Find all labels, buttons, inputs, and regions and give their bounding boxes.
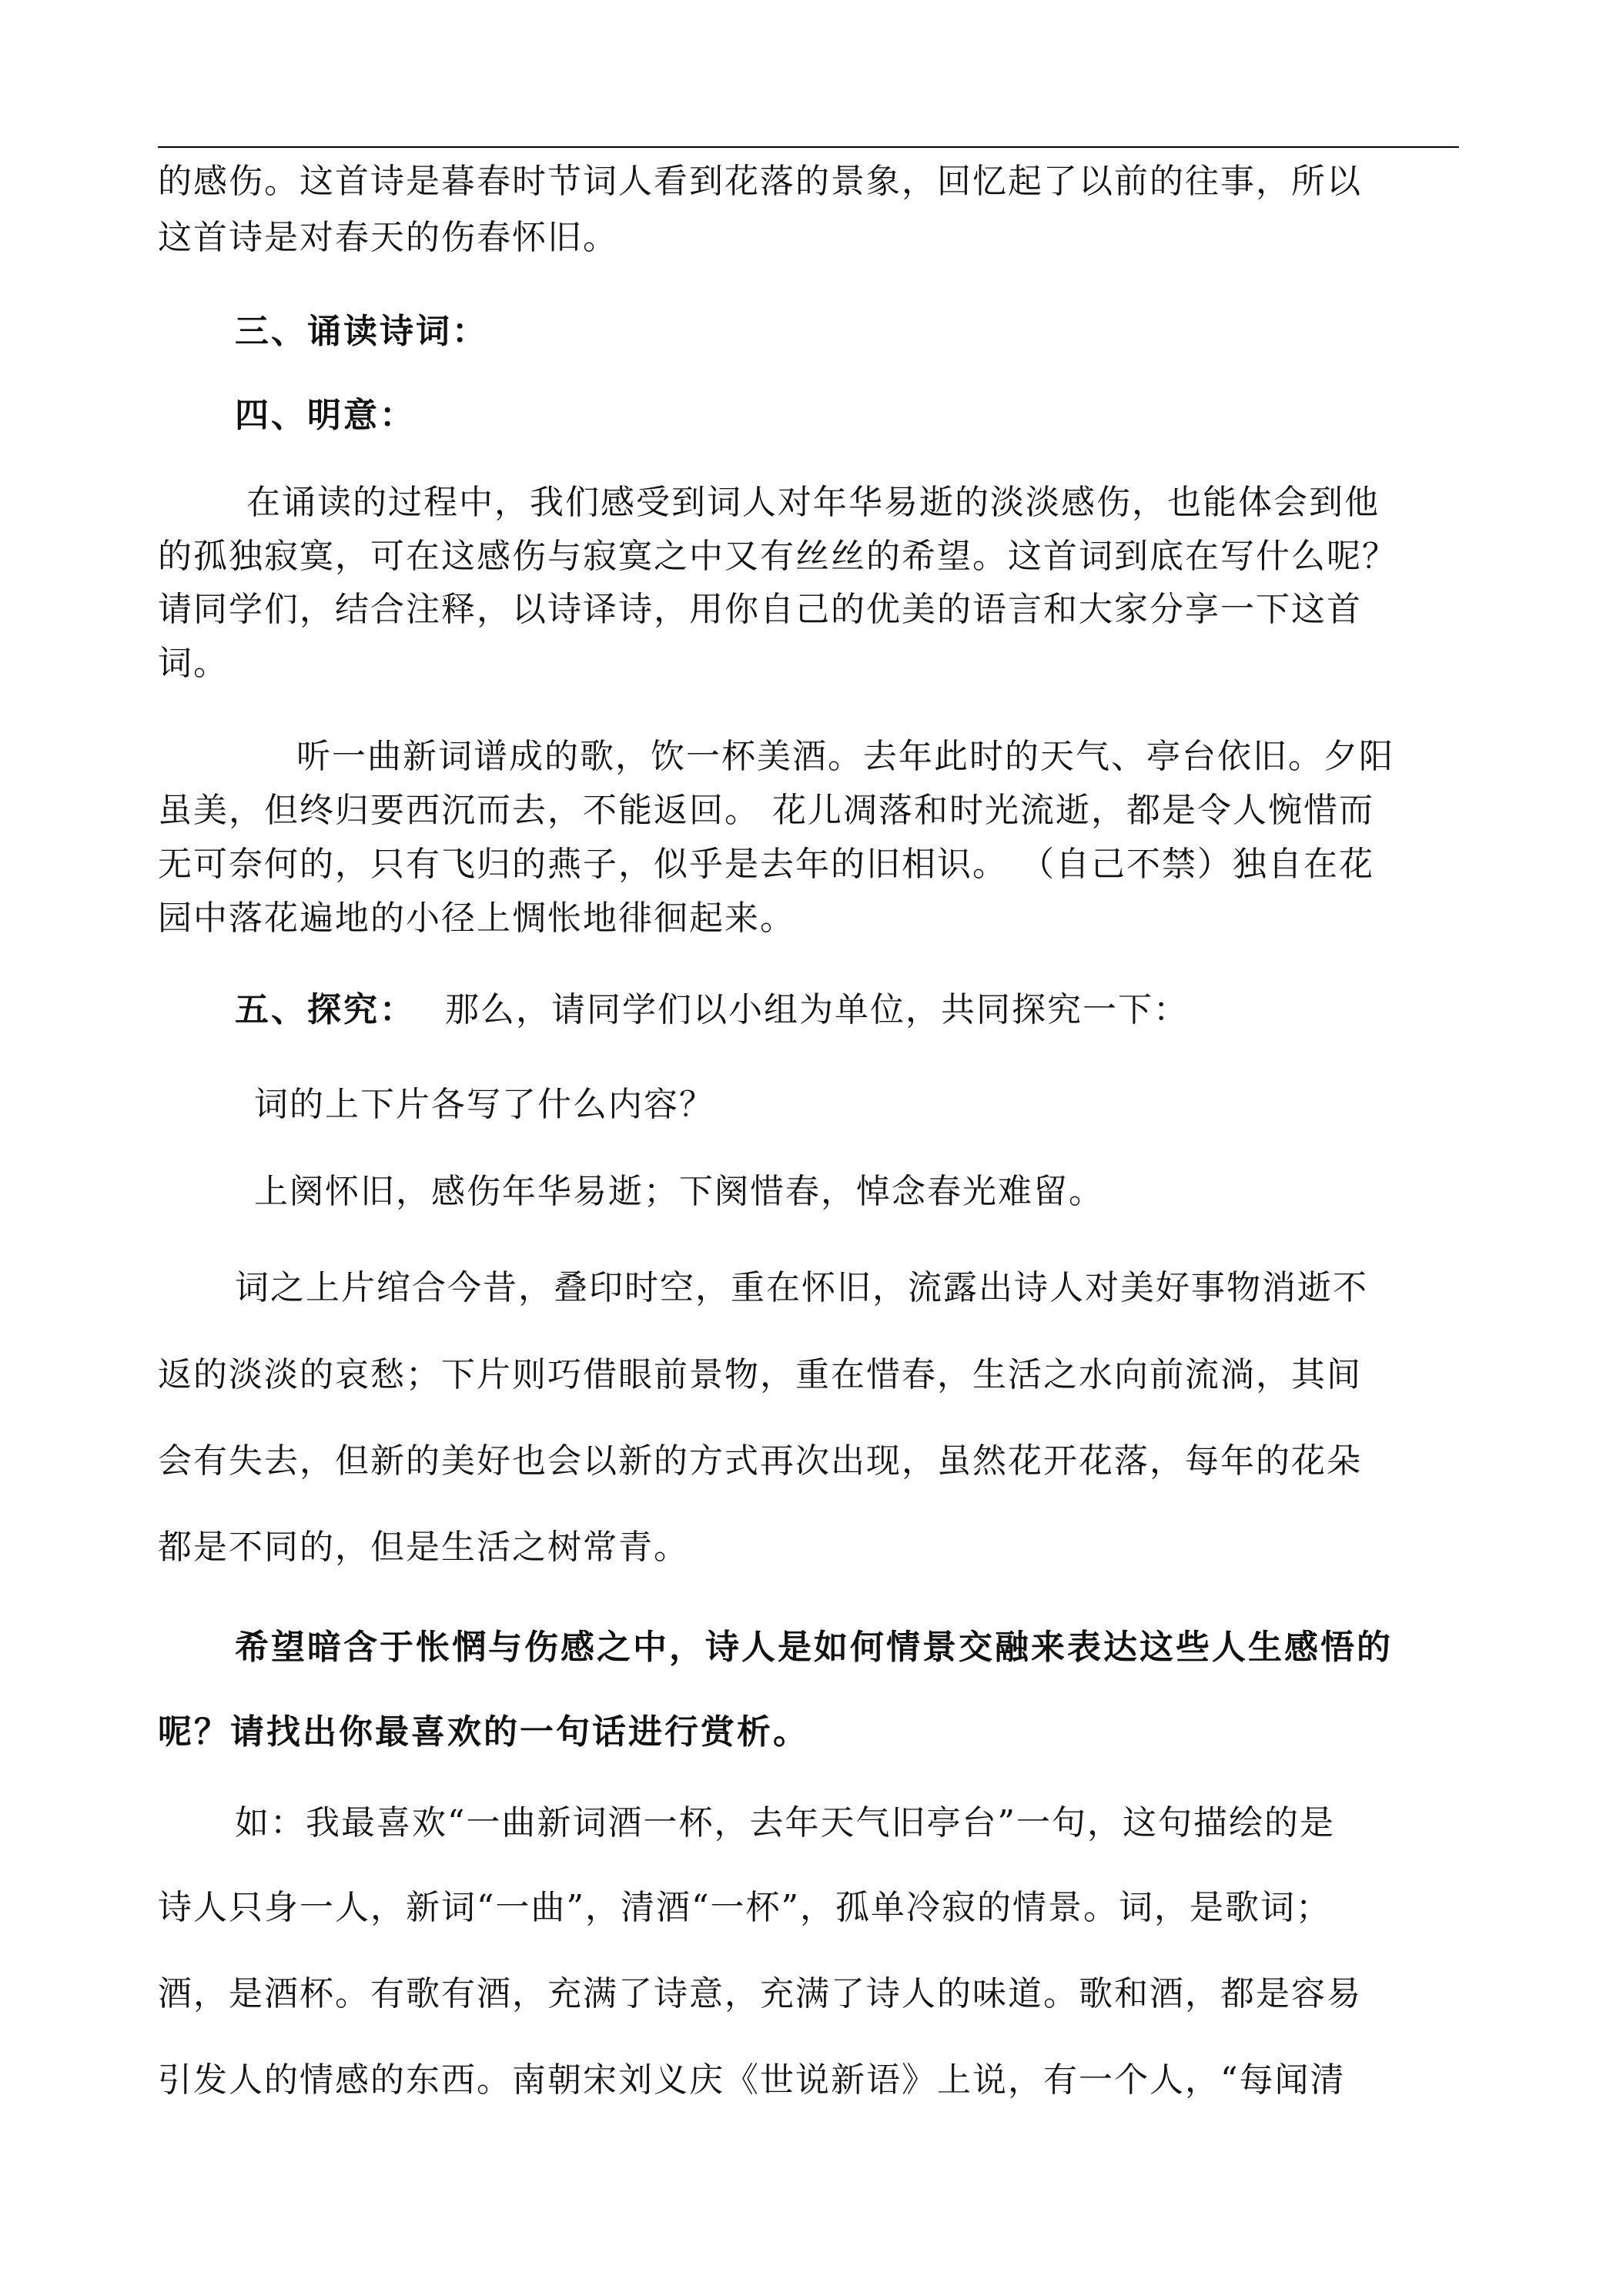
paragraph-line: 词。 <box>158 644 229 683</box>
paragraph-line: 的感伤。这首诗是暮春时节词人看到花落的景象，回忆起了以前的往事，所以 <box>158 162 1362 201</box>
paragraph-line: 都是不同的，但是生活之树常青。 <box>158 1528 689 1567</box>
paragraph-line: 虽美，但终归要西沉而去，不能返回。 花儿凋落和时光流逝，都是令人惋惜而 <box>158 791 1374 830</box>
paragraph-line: 诗人只身一人，新词“一曲”，清酒“一杯”，孤单冷寂的情景。词，是歌词； <box>158 1888 1331 1927</box>
paragraph-line: 会有失去，但新的美好也会以新的方式再次出现，虽然花开花落，每年的花朵 <box>158 1441 1362 1481</box>
section-heading-3: 三、诵读诗词： <box>235 312 488 351</box>
paragraph-line: 如：我最喜欢“一曲新词酒一杯，去年天气旧亭台”一句，这句描绘的是 <box>235 1803 1335 1842</box>
section-heading-5: 五、探究： <box>235 990 416 1029</box>
paragraph-line: 这首诗是对春天的伤春怀旧。 <box>158 218 618 257</box>
paragraph-line: 引发人的情感的东西。南朝宋刘义庆《世说新语》上说，有一个人，“每闻清 <box>158 2060 1346 2100</box>
paragraph-line: 请同学们，结合注释，以诗译诗，用你自己的优美的语言和大家分享一下这首 <box>158 590 1362 629</box>
paragraph-line: 在诵读的过程中，我们感受到词人对年华易逝的淡淡感伤，也能体会到他 <box>246 483 1380 522</box>
paragraph-line: 无可奈何的，只有飞归的燕子，似乎是去年的旧相识。 （自己不禁）独自在花 <box>158 845 1374 884</box>
paragraph-line: 园中落花遍地的小径上惆怅地徘徊起来。 <box>158 899 795 938</box>
section-heading-4: 四、明意： <box>235 396 416 435</box>
section-5-text: 那么，请同学们以小组为单位，共同探究一下： <box>445 990 1189 1029</box>
answer-line: 上阕怀旧，感伤年华易逝；下阕惜春，悼念春光难留。 <box>254 1172 1104 1211</box>
paragraph-line: 听一曲新词谱成的歌，饮一杯美酒。去年此时的天气、亭台依旧。夕阳 <box>296 737 1394 776</box>
paragraph-line: 返的淡淡的哀愁；下片则巧借眼前景物，重在惜春，生活之水向前流淌，其间 <box>158 1355 1362 1394</box>
paragraph-line: 的孤独寂寞，可在这感伤与寂寞之中又有丝丝的希望。这首词到底在写什么呢？ <box>158 537 1397 576</box>
question-bold-line: 希望暗含于怅惘与伤感之中，诗人是如何情景交融来表达这些人生感悟的 <box>235 1628 1393 1667</box>
question-line: 词的上下片各写了什么内容？ <box>254 1085 714 1124</box>
paragraph-line: 词之上片绾合今昔，叠印时空，重在怀旧，流露出诗人对美好事物消逝不 <box>235 1268 1368 1307</box>
header-rule <box>158 146 1459 148</box>
paragraph-line: 酒，是酒杯。有歌有酒，充满了诗意，充满了诗人的味道。歌和酒，都是容易 <box>158 1974 1362 2013</box>
question-bold-line: 呢？请找出你最喜欢的一句话进行赏析。 <box>158 1712 809 1752</box>
